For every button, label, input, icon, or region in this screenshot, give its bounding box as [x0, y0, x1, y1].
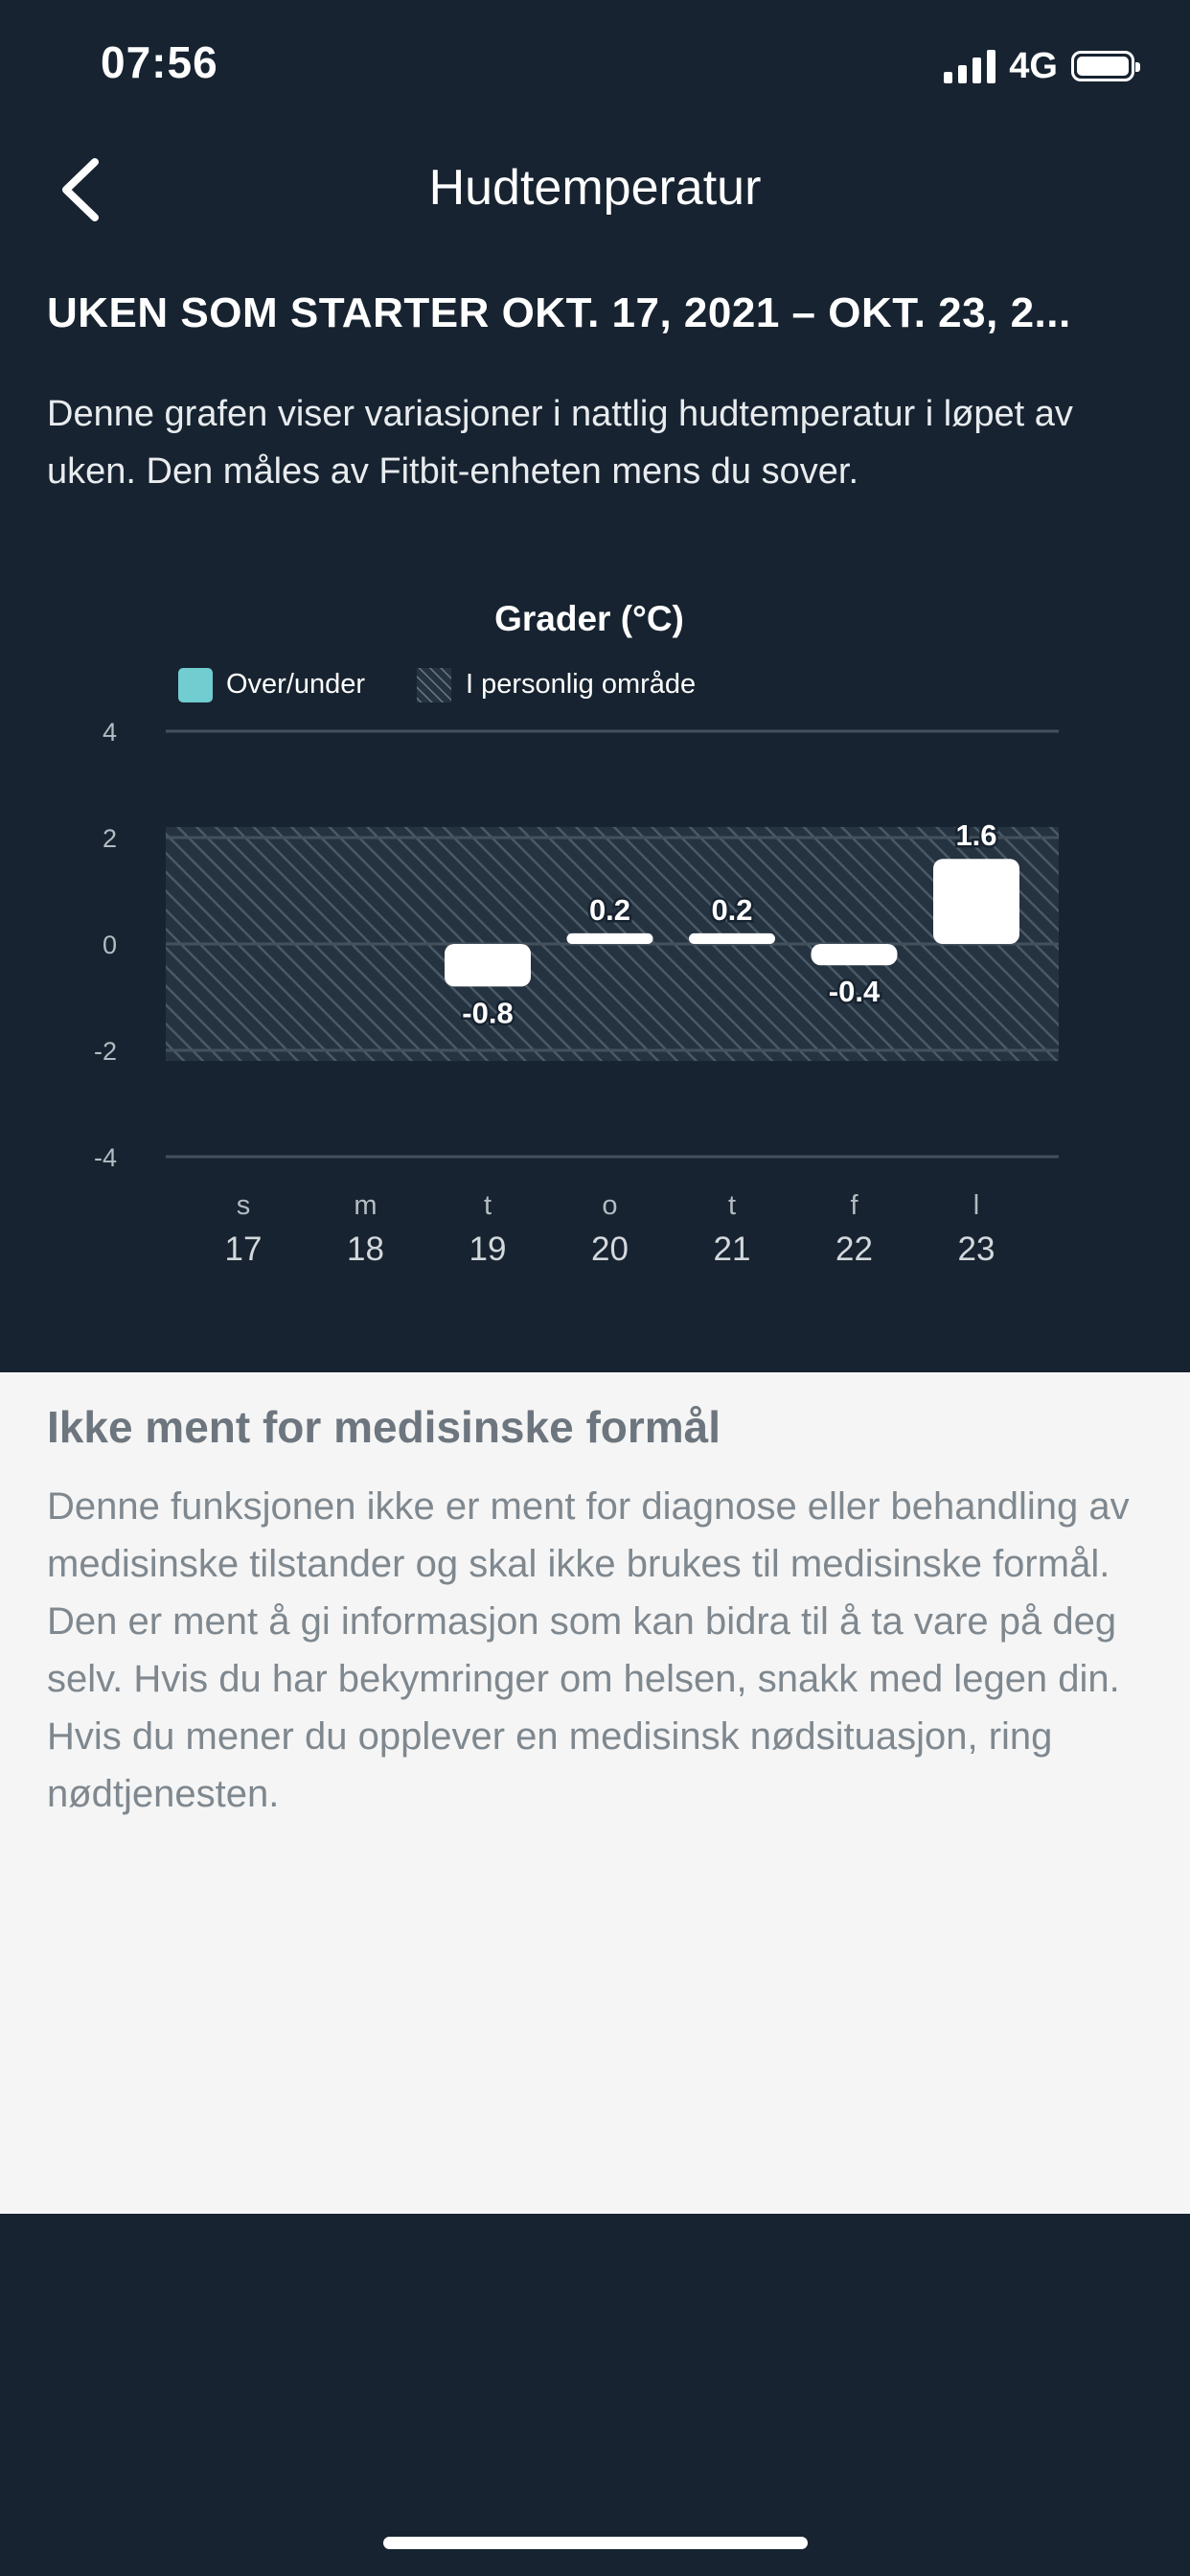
bar-value-label: -0.8 — [462, 996, 514, 1030]
x-tick-date-label: 23 — [957, 1230, 995, 1268]
bar — [567, 933, 653, 944]
disclaimer-body: Denne funksjonen ikke er ment for diagnose eller behandling av medisinske tilstander og skal ikke brukes til medisinske formål. Den er ment å gi informasjon som kan bidra til å ta vare på deg selv. Hvis du har bekymringer om helsen, snakk med legen din. Hvis du mener du opplever en medisinsk nødsituasjon, ring nødtjenesten. — [47, 1485, 1130, 1815]
disclaimer-title: Ikke ment for medisinske formål — [47, 1402, 721, 1452]
battery-icon — [1071, 51, 1134, 81]
bar-value-label: 1.6 — [955, 818, 997, 853]
x-tick-date-label: 21 — [713, 1230, 751, 1268]
x-tick-day-label: l — [973, 1190, 980, 1221]
status-time: 07:56 — [101, 37, 218, 87]
bar — [689, 933, 775, 944]
bar-value-label: 0.2 — [588, 892, 631, 927]
x-tick-day-label: t — [483, 1190, 492, 1221]
status-indicators — [944, 42, 1134, 90]
y-tick-label: 4 — [102, 718, 117, 747]
week-range-title: UKEN SOM STARTER OKT. 17, 2021 – OKT. 23, 2... — [47, 289, 1071, 336]
network-type: 4G — [1009, 45, 1058, 86]
x-tick-day-label: f — [850, 1190, 858, 1221]
x-axis-ticks — [225, 1190, 995, 1268]
x-tick-day-label: o — [602, 1190, 618, 1221]
legend-swatch-personal-range — [417, 668, 451, 702]
bar-value-label: 0.2 — [711, 892, 753, 927]
disclaimer-section — [0, 1372, 1190, 2214]
y-tick-label: 2 — [102, 824, 117, 853]
bar — [933, 859, 1019, 944]
chart-title: Grader (°C) — [494, 599, 684, 638]
x-tick-date-label: 18 — [347, 1230, 384, 1268]
legend-label-over-under: Over/under — [226, 669, 366, 700]
x-tick-date-label: 17 — [224, 1230, 263, 1268]
x-tick-day-label: m — [354, 1190, 378, 1221]
y-tick-label: 0 — [102, 931, 117, 959]
chart-canvas — [0, 575, 1190, 1303]
y-axis-ticks — [94, 718, 117, 1172]
x-tick-day-label: s — [236, 1190, 251, 1221]
x-tick-date-label: 20 — [591, 1230, 629, 1268]
page-title: Hudtemperatur — [428, 160, 762, 216]
legend-label-personal-range: I personlig område — [466, 669, 697, 700]
y-tick-label: -2 — [93, 1037, 117, 1066]
x-tick-date-label: 19 — [469, 1230, 507, 1268]
bar — [812, 944, 898, 965]
status-bar — [0, 0, 1190, 134]
home-indicator[interactable] — [383, 2537, 808, 2549]
chart-description: Denne grafen viser variasjoner i nattlig hudtemperatur i løpet av uken. Den måles av Fitbit-enheten mens du sover. — [47, 394, 1073, 492]
legend-swatch-over-under — [178, 668, 213, 702]
x-tick-date-label: 22 — [835, 1230, 873, 1268]
legend — [178, 668, 696, 702]
y-tick-label: -4 — [93, 1143, 117, 1172]
bar — [445, 944, 531, 986]
signal-icon — [944, 49, 995, 83]
x-tick-day-label: t — [727, 1190, 737, 1221]
temperature-chart — [0, 575, 1190, 1303]
bar-value-label: -0.4 — [828, 975, 881, 1009]
